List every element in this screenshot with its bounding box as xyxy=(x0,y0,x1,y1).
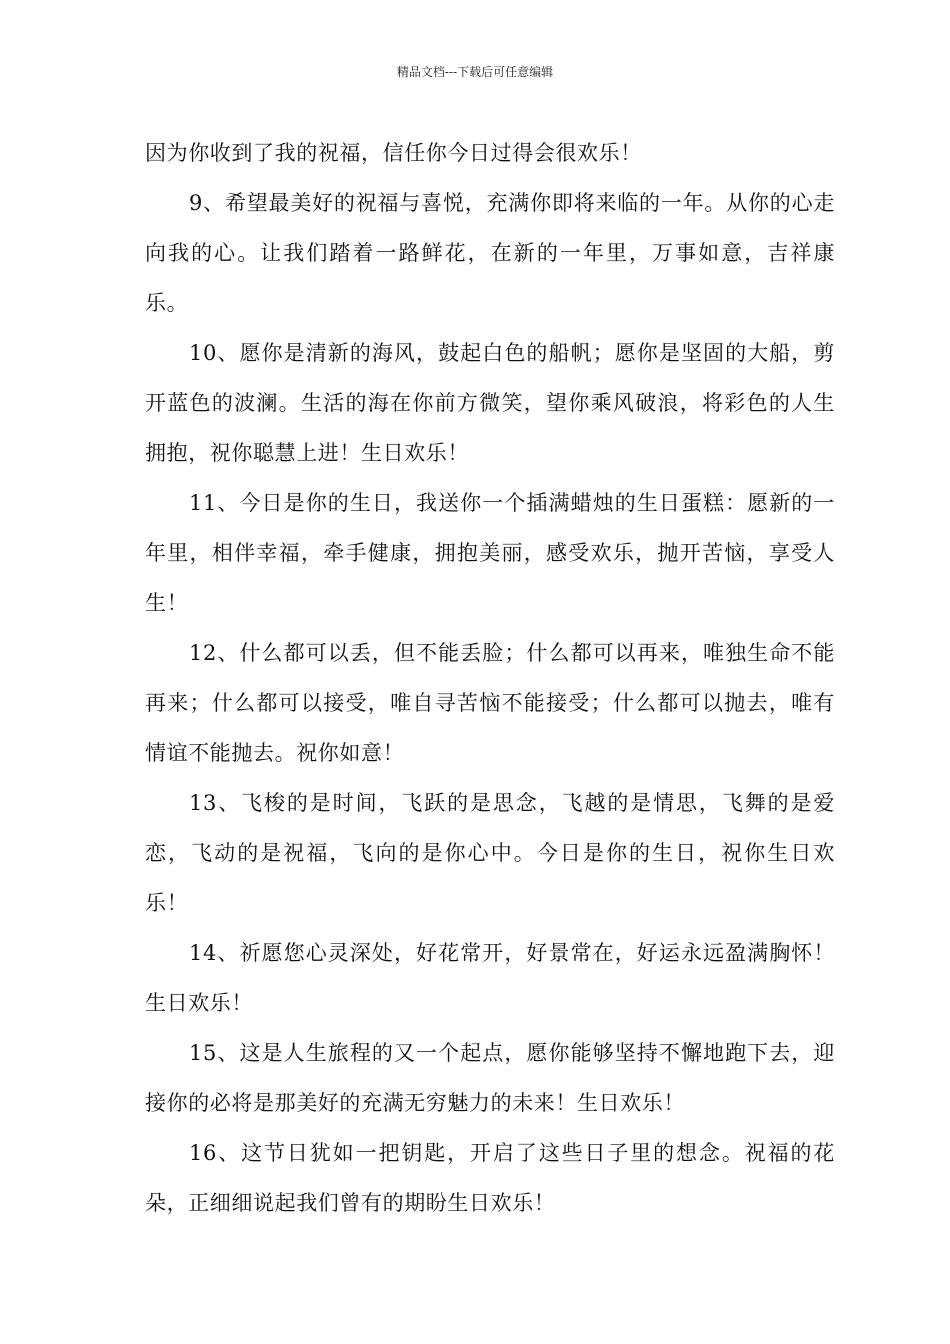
paragraph-10: 10、愿你是清新的海风，鼓起白色的船帆；愿你是坚固的大船，剪开蓝色的波澜。生活的海在你前方微笑，望你乘风破浪，将彩色的人生拥抱，祝你聪慧上进！生日欢乐！ xyxy=(145,341,835,465)
paragraph-13: 13、飞梭的是时间，飞跃的是思念，飞越的是情思，飞舞的是爱恋，飞动的是祝福，飞向的是你心中。今日是你的生日，祝你生日欢乐！ xyxy=(145,791,835,915)
paragraph-16: 16、这节日犹如一把钥匙，开启了这些日子里的想念。祝福的花朵，正细细说起我们曾有的期盼生日欢乐！ xyxy=(145,1141,835,1215)
paragraph-14: 14、祈愿您心灵深处，好花常开，好景常在，好运永远盈满胸怀！生日欢乐！ xyxy=(145,941,835,1015)
document-body xyxy=(145,128,835,1228)
paragraph-15: 15、这是人生旅程的又一个起点，愿你能够坚持不懈地跑下去，迎接你的必将是那美好的充满无穷魅力的未来！生日欢乐！ xyxy=(145,1041,835,1115)
paragraph-11: 11、今日是你的生日，我送你一个插满蜡烛的生日蛋糕：愿新的一年里，相伴幸福，牵手健康，拥抱美丽，感受欢乐，抛开苦恼，享受人生！ xyxy=(145,491,835,615)
paragraph-9: 9、希望最美好的祝福与喜悦，充满你即将来临的一年。从你的心走向我的心。让我们踏着一路鲜花，在新的一年里，万事如意，吉祥康乐。 xyxy=(145,191,835,315)
page-header: 精品文档---下载后可任意编辑 xyxy=(396,65,554,79)
paragraph-12: 12、什么都可以丢，但不能丢脸；什么都可以再来，唯独生命不能再来；什么都可以接受，唯自寻苦恼不能接受；什么都可以抛去，唯有情谊不能抛去。祝你如意！ xyxy=(145,641,835,765)
paragraph-continuation: 因为你收到了我的祝福，信任你今日过得会很欢乐！ xyxy=(145,141,642,165)
